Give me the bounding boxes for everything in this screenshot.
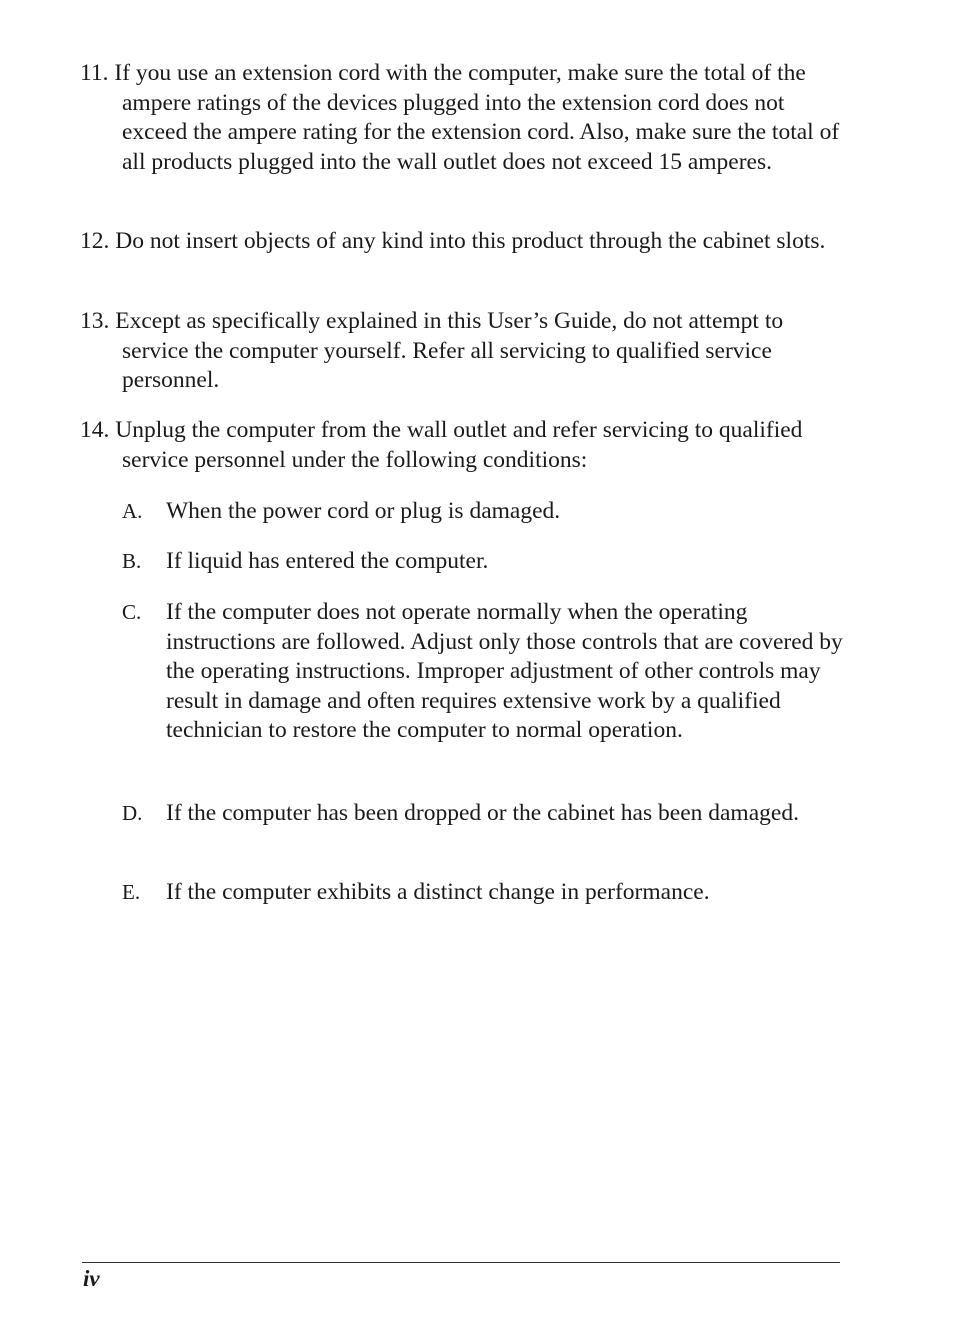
item-number: 11. (80, 60, 109, 86)
item-number: 12. (80, 228, 110, 254)
list-item-11 (80, 59, 850, 177)
item-text: Except as specifically explained in this User’s Guide, do not attempt to service the computer yourself. Refer all servicing to qualified service personnel. (115, 308, 784, 394)
list-item-13 (80, 307, 850, 396)
condition-item-e (122, 878, 850, 908)
item-text: Do not insert objects of any kind into this product through the cabinet slots. (115, 228, 826, 254)
item-number: 14. (80, 417, 110, 443)
condition-item-d (122, 799, 850, 829)
item-text: If you use an extension cord with the computer, make sure the total of the ampere ratings of the devices plugged into the extension cord does not exceed the ampere rating for the extension cord. Also, make sure the total of all products plugged into the wall outlet does not exceed 15 amperes. (114, 60, 840, 175)
condition-letter: A. (122, 499, 143, 523)
condition-item-b (122, 547, 850, 577)
list-item-12 (80, 227, 850, 257)
condition-text: If the computer does not operate normally when the operating instructions are followed. Adjust only those controls that are covered by the operating instructions. Improper adjustment of other controls may result in damage and often requires extensive work by a qualified technician to restore the computer to normal operation. (166, 599, 843, 744)
item-number: 13. (80, 308, 110, 334)
condition-text: If the computer exhibits a distinct change in performance. (166, 879, 710, 905)
item-text: Unplug the computer from the wall outlet and refer servicing to qualified service personnel under the following conditions: (115, 417, 803, 473)
condition-letter: B. (122, 549, 142, 573)
condition-letter: D. (122, 801, 143, 825)
condition-text: When the power cord or plug is damaged. (166, 498, 561, 524)
condition-text: If the computer has been dropped or the cabinet has been damaged. (166, 800, 799, 826)
condition-item-c (122, 598, 850, 746)
list-item-14 (80, 416, 850, 475)
condition-item-a (122, 497, 850, 527)
condition-letter: C. (122, 600, 142, 624)
condition-text: If liquid has entered the computer. (166, 548, 489, 574)
page-number: iv (83, 1266, 100, 1291)
condition-letter: E. (122, 880, 141, 904)
footer-rule (82, 1262, 840, 1263)
